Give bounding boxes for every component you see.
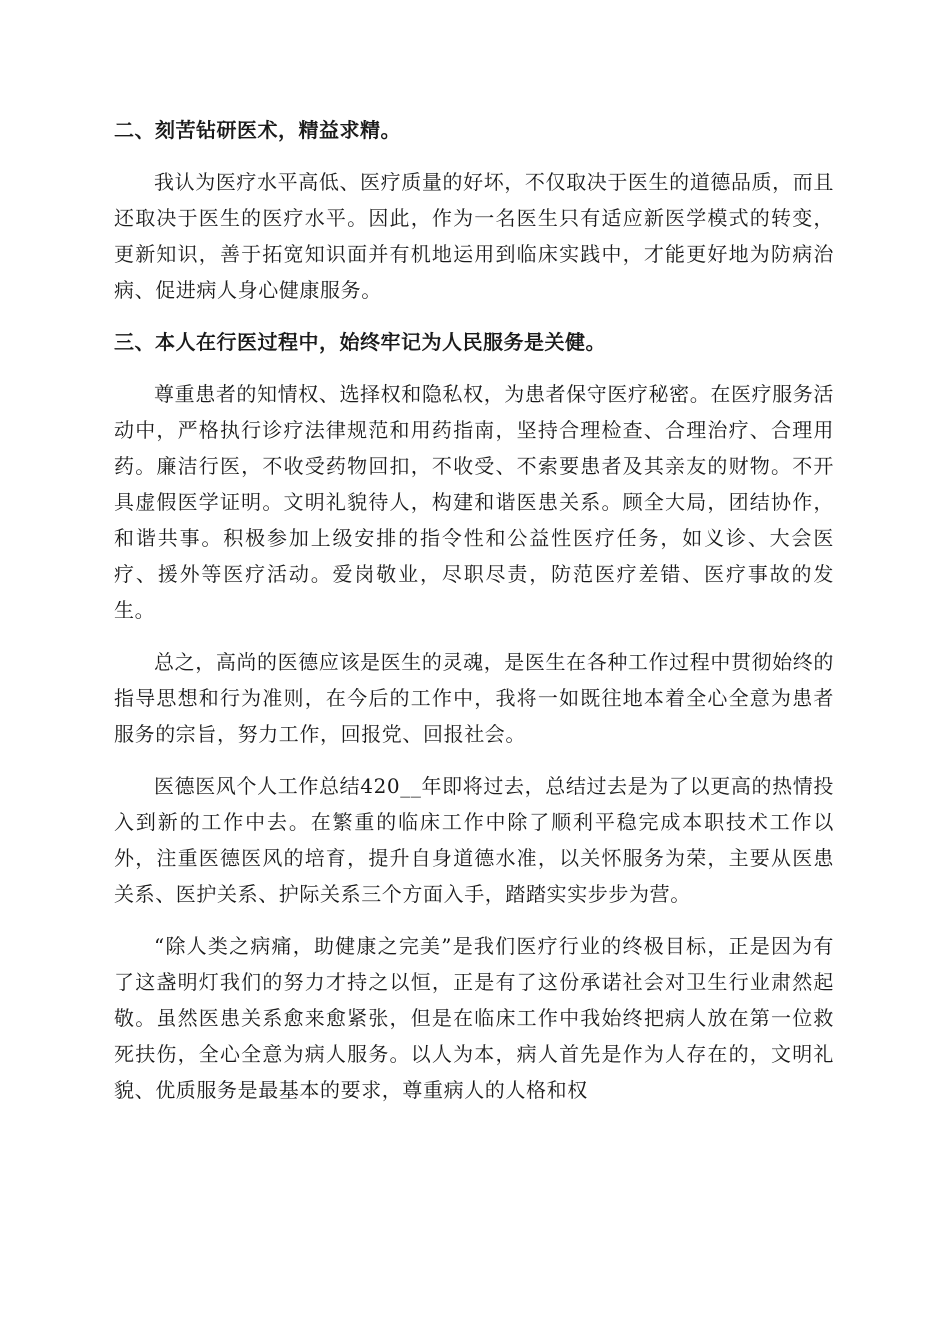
paragraph-patient-rights: 尊重患者的知情权、选择权和隐私权，为患者保守医疗秘密。在医疗服务活动中，严格执行诊疗法律规范和用药指南，坚持合理检查、合理治疗、合理用药。廉洁行医，不收受药物回扣，不收受、不索要患者及其亲友的财物。不开具虚假医学证明。文明礼貌待人，构建和谐医患关系。顾全大局，团结协作，和谐共事。积极参加上级安排的指令性和公益性医疗任务，如义诊、大会医疗、援外等医疗活动。爱岗敬业，尽职尽责，防范医疗差错、医疗事故的发生。 [114, 382, 834, 622]
section-heading-2: 二、刻苦钻研医术，精益求精。 [114, 118, 401, 142]
paragraph-medical-skill: 我认为医疗水平高低、医疗质量的好坏，不仅取决于医生的道德品质，而且还取决于医生的医疗水平。因此，作为一名医生只有适应新医学模式的转变，更新知识，善于拓宽知识面并有机地运用到临床实践中，才能更好地为防病治病、促进病人身心健康服务。 [114, 170, 834, 302]
section-heading-3: 三、本人在行医过程中，始终牢记为人民服务是关健。 [114, 330, 606, 354]
paragraph-conclusion: 总之，高尚的医德应该是医生的灵魂，是医生在各种工作过程中贯彻始终的指导思想和行为准则，在今后的工作中，我将一如既往地本着全心全意为患者服务的宗旨，努力工作，回报党、回报社会。 [114, 650, 834, 746]
paragraph-annual-summary: 医德医风个人工作总结420__年即将过去，总结过去是为了以更高的热情投入到新的工作中去。在繁重的临床工作中除了顺利平稳完成本职技术工作以外，注重医德医风的培育，提升自身道德水准，以关怀服务为荣，主要从医患关系、医护关系、护际关系三个方面入手，踏踏实实步步为营。 [114, 774, 834, 906]
document-page [114, 112, 834, 1124]
paragraph-medical-goal: “除人类之病痛，助健康之完美”是我们医疗行业的终极目标，正是因为有了这盏明灯我们的努力才持之以恒，正是有了这份承诺社会对卫生行业肃然起敬。虽然医患关系愈来愈紧张，但是在临床工作中我始终把病人放在第一位救死扶伤，全心全意为病人服务。以人为本，病人首先是作为人存在的，文明礼貌、优质服务是最基本的要求，尊重病人的人格和权 [114, 934, 834, 1102]
